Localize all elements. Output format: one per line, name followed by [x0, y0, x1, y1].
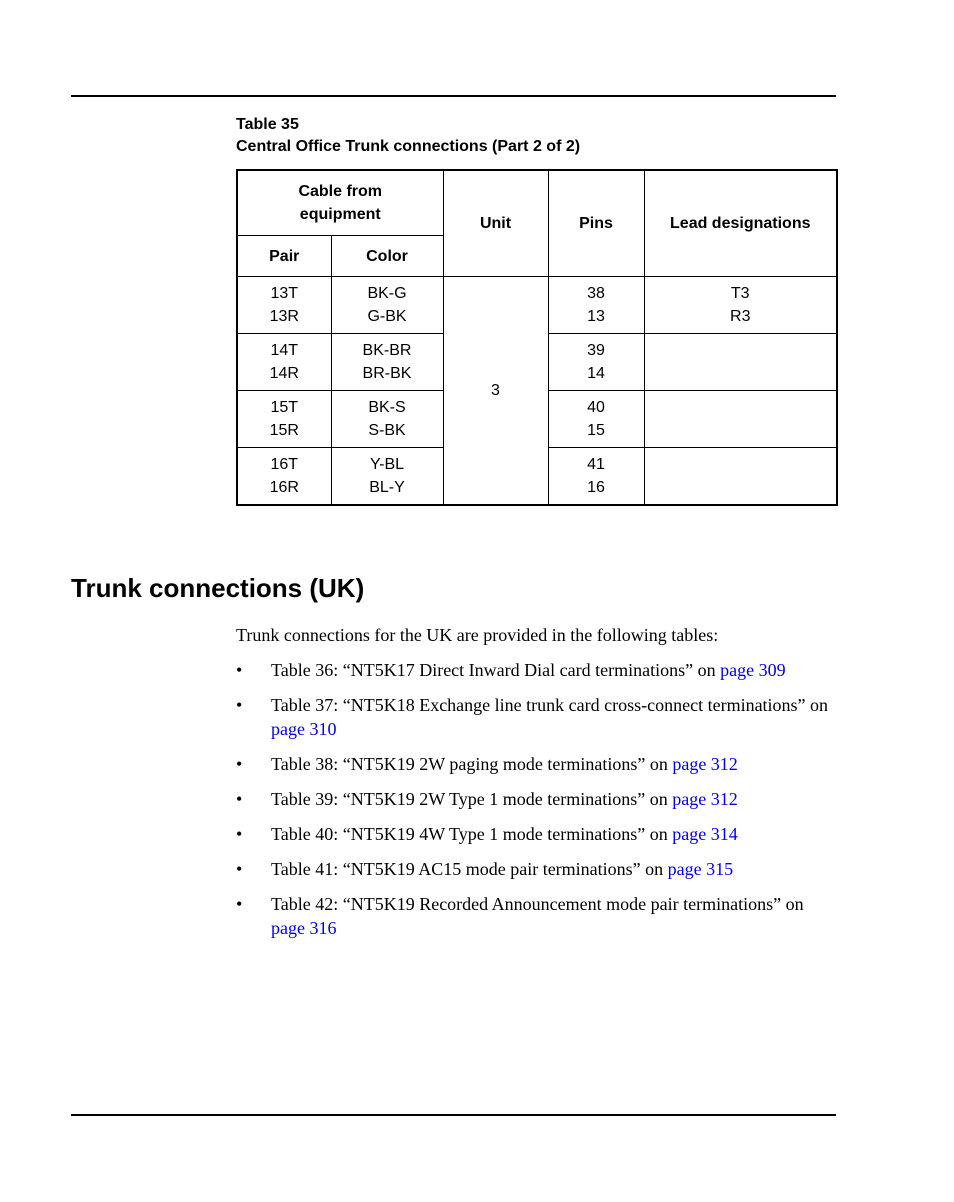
- header-cable-from-equipment: Cable from equipment: [237, 170, 443, 236]
- unit-cell: 3: [443, 277, 548, 506]
- pair-cell: 16T 16R: [237, 448, 331, 506]
- list-item: [236, 658, 836, 682]
- color-cell: BK-S S-BK: [331, 391, 443, 448]
- header-unit: Unit: [443, 170, 548, 277]
- list-item: [236, 752, 836, 776]
- page-link[interactable]: page 310: [271, 719, 337, 739]
- reference-text: Table 40: “NT5K19 4W Type 1 mode terminations” on: [271, 824, 673, 844]
- bullet: •: [236, 789, 243, 809]
- color-cell: BK-BR BR-BK: [331, 334, 443, 391]
- table-number: Table 35: [236, 116, 299, 133]
- intro-paragraph: Trunk connections for the UK are provided in the following tables:: [236, 625, 719, 645]
- reference-text: Table 36: “NT5K17 Direct Inward Dial card terminations” on: [271, 660, 721, 680]
- color-cell: BK-G G-BK: [331, 277, 443, 334]
- table-title: Central Office Trunk connections (Part 2 of 2): [236, 138, 581, 155]
- table-row: [237, 277, 837, 334]
- header-lead-designations: Lead designations: [644, 170, 837, 277]
- bullet: •: [236, 660, 243, 680]
- bullet: •: [236, 894, 243, 914]
- reference-text: Table 42: “NT5K19 Recorded Announcement mode pair terminations” on: [271, 894, 804, 914]
- pins-cell: 40 15: [548, 391, 644, 448]
- pair-cell: 14T 14R: [237, 334, 331, 391]
- lead-cell: [644, 391, 837, 448]
- page-link[interactable]: page 316: [271, 918, 337, 938]
- table-reference-list: [236, 658, 836, 951]
- footer-rule: [71, 1114, 836, 1116]
- lead-cell: [644, 334, 837, 391]
- pins-cell: 39 14: [548, 334, 644, 391]
- page-link[interactable]: page 315: [667, 859, 734, 879]
- reference-text: Table 37: “NT5K18 Exchange line trunk card cross-connect terminations” on: [271, 695, 829, 715]
- pair-cell: 13T 13R: [237, 277, 331, 334]
- list-item: [236, 822, 836, 846]
- section-heading: Trunk connections (UK): [71, 573, 365, 603]
- bullet: •: [236, 824, 243, 844]
- list-item: [236, 787, 836, 811]
- reference-text: Table 39: “NT5K19 2W Type 1 mode terminations” on: [271, 789, 673, 809]
- list-item: [236, 693, 836, 741]
- bullet: •: [236, 754, 243, 774]
- reference-text: Table 38: “NT5K19 2W paging mode terminations” on: [271, 754, 673, 774]
- pair-cell: 15T 15R: [237, 391, 331, 448]
- lead-cell: [644, 448, 837, 506]
- page-link[interactable]: page 309: [720, 660, 786, 680]
- bullet: •: [236, 695, 243, 715]
- list-item: [236, 857, 836, 881]
- reference-text: Table 41: “NT5K19 AC15 mode pair terminations” on: [271, 859, 668, 879]
- page-link[interactable]: page 312: [672, 754, 738, 774]
- lead-cell: T3 R3: [644, 277, 837, 334]
- header-rule: [71, 95, 836, 97]
- header-pins: Pins: [548, 170, 644, 277]
- page-link[interactable]: page 314: [672, 824, 738, 844]
- table-caption: [236, 114, 580, 158]
- bullet: •: [236, 859, 243, 879]
- header-pair: Pair: [237, 236, 331, 277]
- list-item: [236, 892, 836, 940]
- color-cell: Y-BL BL-Y: [331, 448, 443, 506]
- pins-cell: 41 16: [548, 448, 644, 506]
- trunk-connections-table: [236, 169, 838, 506]
- header-color: Color: [331, 236, 443, 277]
- pins-cell: 38 13: [548, 277, 644, 334]
- page-link[interactable]: page 312: [672, 789, 738, 809]
